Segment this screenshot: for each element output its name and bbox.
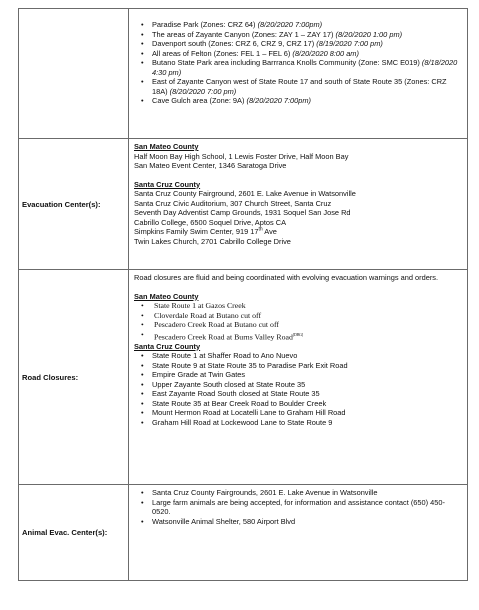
- order-text: Cave Gulch area (Zone: 9A): [152, 96, 247, 105]
- order-date: (8/20/2020 7:00pm): [257, 20, 323, 29]
- order-date: (8/20/2020 7:00 pm): [169, 86, 237, 96]
- tiny-mark: [DBG]: [292, 331, 303, 337]
- animal-centers-cell: [129, 485, 468, 581]
- list-item: • Upper Zayante South closed at State Route 35: [152, 380, 463, 390]
- order-text: All areas of Felton (Zones: FEL 1 – FEL 6): [152, 48, 293, 58]
- center-line: Twin Lakes Church, 2701 Cabrillo College Drive: [134, 236, 291, 246]
- center-line: Cabrillo College, 6500 Soquel Drive, Aptos CA: [134, 217, 287, 227]
- list-item: [152, 20, 463, 30]
- evacuation-centers-cell: [129, 139, 468, 270]
- list-item: • Watsonville Animal Shelter, 580 Airport Blvd: [152, 517, 463, 527]
- santa-cruz-heading: Santa Cruz County: [134, 341, 201, 351]
- list-item: • Cloverdale Road at Butano cut off: [154, 311, 463, 321]
- list-item: • Large farm animals are being accepted, for information and assistance contact (650) 450-0520.: [152, 498, 463, 517]
- animal-centers-list: [134, 488, 463, 526]
- list-item: [152, 30, 463, 40]
- road-closures-label: Road Closures:: [19, 270, 129, 485]
- order-text: The areas of Zayante Canyon (Zones: ZAY 1 – ZAY 17): [152, 29, 336, 39]
- order-text: Butano State Park area including Barrranca Knolls Community (Zone: SMC E019): [152, 58, 422, 67]
- order-date: (8/18/2020 4:30 pm): [152, 58, 458, 77]
- list-item: • State Route 1 at Shaffer Road to Ano Nuevo: [152, 351, 463, 361]
- animal-centers-row: [19, 485, 468, 581]
- san-mateo-heading: San Mateo County: [134, 142, 199, 151]
- center-line: Santa Cruz County Fairground, 2601 E. Lake Avenue in Watsonville: [134, 189, 356, 198]
- list-item: [152, 39, 463, 49]
- animal-centers-label: Animal Evac. Center(s):: [19, 485, 129, 581]
- santa-cruz-heading: Santa Cruz County: [134, 179, 201, 189]
- evacuation-orders-row: [19, 9, 468, 139]
- order-date: (8/19/2020 7:00 pm): [316, 39, 383, 48]
- list-item: • Mount Hermon Road at Locatelli Lane to Graham Hill Road: [152, 408, 463, 418]
- order-text: Davenport south (Zones: CRZ 6, CRZ 9, CRZ 17): [152, 39, 317, 48]
- center-line: Simpkins Family Swim Center, 919 17th Ave: [134, 226, 277, 236]
- order-text: East of Zayante Canyon west of State Route 17 and south of State Route 35 (Zones: CRZ 18A): [152, 77, 447, 96]
- order-text: Paradise Park (Zones: CRZ 64): [152, 20, 258, 29]
- evacuation-orders-cell: [129, 9, 468, 139]
- evacuation-orders-list: [134, 20, 463, 106]
- list-item: • State Route 9 at State Route 35 to Paradise Park Exit Road: [152, 361, 463, 371]
- list-item: [152, 49, 463, 59]
- san-mateo-closures-list: [134, 301, 463, 342]
- list-item: • East Zayante Road South closed at State Route 35: [152, 389, 463, 399]
- center-line: Seventh Day Adventist Camp Grounds, 1931 Soquel San Jose Rd: [134, 208, 351, 217]
- list-item: • Pescadero Creek Road at Burns Valley Road[DBG]: [154, 330, 463, 342]
- evacuation-centers-label: Evacuation Center(s):: [19, 139, 129, 270]
- list-item: [152, 58, 463, 77]
- list-item: • Santa Cruz County Fairgrounds, 2601 E. Lake Avenue in Watsonville: [152, 488, 463, 498]
- order-date: (8/20/2020 1:00 pm): [335, 29, 403, 39]
- list-item: • Empire Grade at Twin Gates: [152, 370, 463, 380]
- list-item: [152, 96, 463, 106]
- evacuation-info-table: [18, 8, 468, 581]
- san-mateo-heading: San Mateo County: [134, 291, 199, 301]
- road-closures-intro: Road closures are fluid and being coordinated with evolving evacuation warnings and orders.: [134, 273, 439, 282]
- list-item: [152, 77, 463, 96]
- road-closures-row: [19, 270, 468, 485]
- center-line: Half Moon Bay High School, 1 Lewis Foster Drive, Half Moon Bay: [134, 151, 349, 161]
- list-item: • Graham Hill Road at Lockewood Lane to State Route 9: [152, 418, 463, 428]
- list-item: • State Route 1 at Gazos Creek: [154, 301, 463, 311]
- evacuation-centers-row: [19, 139, 468, 270]
- santa-cruz-closures-list: [134, 351, 463, 427]
- order-date: (8/20/2020 8:00 am): [292, 48, 359, 58]
- center-line: Santa Cruz Civic Auditorium, 307 Church Street, Santa Cruz: [134, 198, 332, 208]
- list-item: • State Route 35 at Bear Creek Road to Boulder Creek: [152, 399, 463, 409]
- evacuation-orders-label-cell: [19, 9, 129, 139]
- road-closures-cell: [129, 270, 468, 485]
- list-item: • Pescadero Creek Road at Butano cut off: [154, 320, 463, 330]
- center-line: San Mateo Event Center, 1346 Saratoga Drive: [134, 161, 287, 170]
- order-date: (8/20/2020 7:00pm): [246, 96, 311, 105]
